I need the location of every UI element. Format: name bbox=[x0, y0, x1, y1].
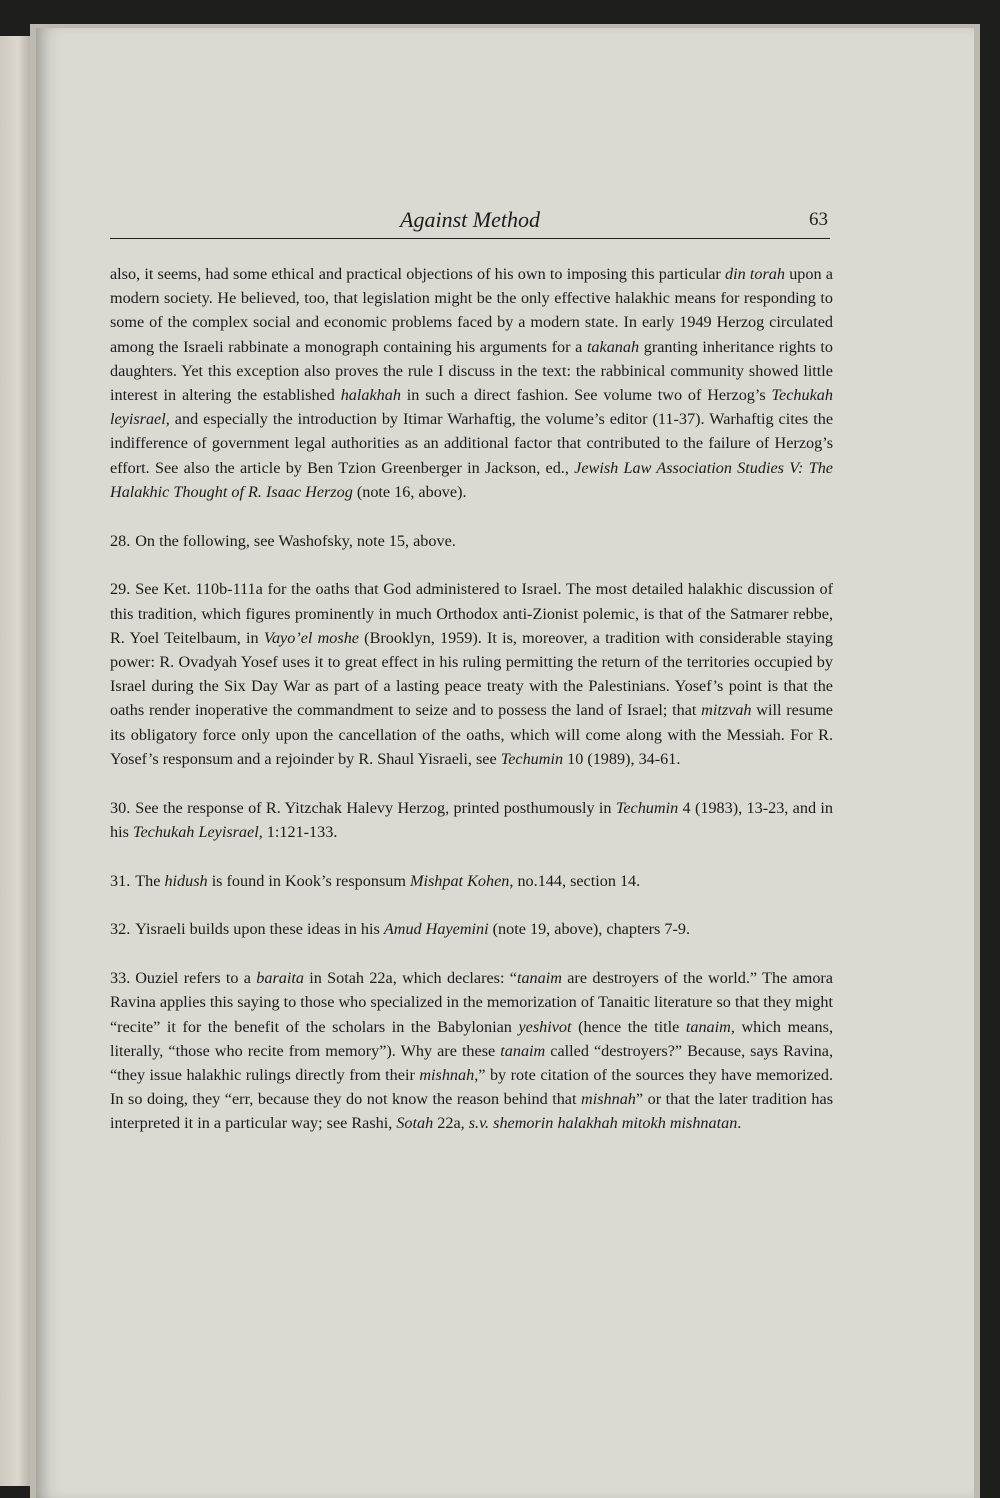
endnote-31 bbox=[110, 869, 833, 893]
note-text: Ouziel refers to a bbox=[135, 969, 257, 988]
italic-term: Mishpat Kohen bbox=[409, 871, 510, 890]
note-text: . bbox=[737, 1114, 742, 1133]
note-text: , 1:121-133. bbox=[258, 822, 338, 841]
italic-term: din torah bbox=[725, 265, 785, 283]
running-header bbox=[110, 208, 830, 239]
note-text: , which means, literally, “those who recite from memory”). Why are these bbox=[110, 1017, 833, 1060]
note-text: See the response of R. Yitzchak Halevy Herzog, printed posthumously in bbox=[135, 798, 616, 817]
note-text: , no.144, section 14. bbox=[509, 871, 641, 890]
note-text: ,” by rote citation of the sources they have memorized. In so doing, they “err, because they do not know the reason behind that bbox=[110, 1066, 833, 1109]
italic-term: tanaim bbox=[516, 969, 562, 988]
endnote-number: 28. bbox=[110, 531, 131, 550]
endnote-number: 32. bbox=[110, 920, 131, 939]
italic-term: mishnah bbox=[419, 1066, 475, 1085]
italic-term: baraita bbox=[256, 969, 304, 988]
note-text: 22a, bbox=[433, 1114, 469, 1133]
note-text: (note 16, above). bbox=[352, 482, 467, 501]
page bbox=[36, 28, 974, 1498]
note-text: granting inheritance rights to daughters. Yet this exception also proves the rule I discuss in the text: the rabbinical community showed little interest in altering the established bbox=[110, 337, 833, 405]
endnote-29 bbox=[110, 577, 833, 771]
note-text: 10 (1989), 34-61. bbox=[563, 749, 681, 768]
italic-term: mitzvah bbox=[701, 701, 752, 720]
endnote-32 bbox=[110, 917, 833, 941]
note-text: ” or that the later tradition has interpreted it in a particular way; see Rashi, bbox=[110, 1090, 833, 1133]
italic-term: halakhah bbox=[340, 386, 401, 405]
note-text: On the following, see Washofsky, note 15, above. bbox=[135, 531, 456, 550]
italic-term: mishnah bbox=[581, 1090, 636, 1109]
note-text: The bbox=[135, 871, 165, 890]
italic-term: Techukah leyisrael bbox=[110, 386, 833, 429]
italic-term: tanaim bbox=[685, 1017, 731, 1036]
endnote-28 bbox=[110, 529, 833, 553]
note-text: (Brooklyn, 1959). It is, moreover, a tradition with considerable staying power: R. Ovadyah Yosef uses it to great effect in his ruling permitting the return of the territories occupied by Israel during the Six Day War as part of a lasting peace treaty with the Palestinians. Yosef’s point is that the oaths render inoperative the commandment to seize and to possess the land of Israel; that bbox=[110, 628, 833, 720]
italic-term: s.v. shemorin halakhah mitokh mishnatan bbox=[468, 1114, 738, 1133]
endnote-number: 33. bbox=[110, 969, 131, 988]
italic-term: tanaim bbox=[500, 1041, 546, 1060]
endnote-33 bbox=[110, 966, 833, 1135]
italic-term: Sotah bbox=[396, 1114, 434, 1133]
italic-term: Techumin bbox=[500, 749, 564, 768]
note-text: See Ket. 110b-111a for the oaths that God administered to Israel. The most detailed halakhic discussion of this tradition, which figures prominently in much Orthodox anti-Zionist polemic, is that of the Satmarer rebbe, R. Yoel Teitelbaum, in bbox=[110, 580, 833, 647]
note-text: Yisraeli builds upon these ideas in his bbox=[135, 920, 384, 939]
italic-term: Jewish Law Association Studies V: The Halakhic Thought of R. Isaac Herzog bbox=[110, 458, 833, 501]
italic-term: takanah bbox=[586, 337, 640, 356]
endnote-number: 31. bbox=[110, 871, 131, 890]
note-text: called “destroyers?” Because, says Ravina, “they issue halakhic rulings directly from their bbox=[110, 1041, 834, 1085]
note-text: also, it seems, had some ethical and practical objections of his own to imposing this particular bbox=[110, 265, 726, 283]
note-text: , and especially the introduction by Itimar Warhaftig, the volume’s editor (11-37). Warhaftig cites the indifference of government legal authorities as an additional factor that contributed to the failure of Herzog’s effort. See also the article by Ben Tzion Greenberger in Jackson, ed., bbox=[110, 410, 833, 477]
note-text: in such a direct fashion. See volume two of Herzog’s bbox=[400, 386, 772, 405]
page-number: 63 bbox=[809, 209, 828, 230]
italic-term: Techukah Leyisrael bbox=[132, 822, 259, 841]
endnote-number: 30. bbox=[110, 798, 131, 817]
note-text: is found in Kook’s responsum bbox=[207, 871, 410, 890]
italic-term: Techumin bbox=[615, 798, 679, 817]
italic-term: hidush bbox=[164, 871, 208, 890]
note-text: 4 (1983), 13-23, and in his bbox=[110, 798, 833, 841]
previous-page-edge bbox=[0, 36, 30, 1486]
italic-term: Vayo’el moshe bbox=[263, 628, 359, 647]
note-text: (hence the title bbox=[571, 1017, 686, 1036]
note-text: in Sotah 22a, which declares: “ bbox=[303, 969, 517, 988]
note-text: upon a modern society. He believed, too, that legislation might be the only effective halakhic means for responding to some of the complex social and economic problems faced by a modern state. In early 1949 Herzog circulated among the Israeli rabbinate a monograph containing his arguments for a bbox=[110, 265, 833, 356]
endnote-number: 29. bbox=[110, 580, 131, 599]
note-text: are destroyers of the world.” The amora Ravina applies this saying to those who specialized in the memorization of Tanaitic literature so that they might “recite” it for the benefit of the scholars in the Babylonian bbox=[110, 969, 833, 1036]
italic-term: yeshivot bbox=[518, 1017, 572, 1036]
note-text: (note 19, above), chapters 7-9. bbox=[488, 920, 690, 939]
note-text: will resume its obligatory force only upon the cancellation of the oaths, which will come along with the Messiah. For R. Yosef’s responsum and a rejoinder by R. Shaul Yisraeli, see bbox=[110, 701, 833, 768]
endnotes bbox=[110, 262, 833, 1136]
italic-term: Amud Hayemini bbox=[383, 920, 489, 939]
endnote-continuation bbox=[110, 262, 833, 504]
endnote-30 bbox=[110, 796, 833, 844]
running-title: Against Method bbox=[400, 207, 540, 232]
